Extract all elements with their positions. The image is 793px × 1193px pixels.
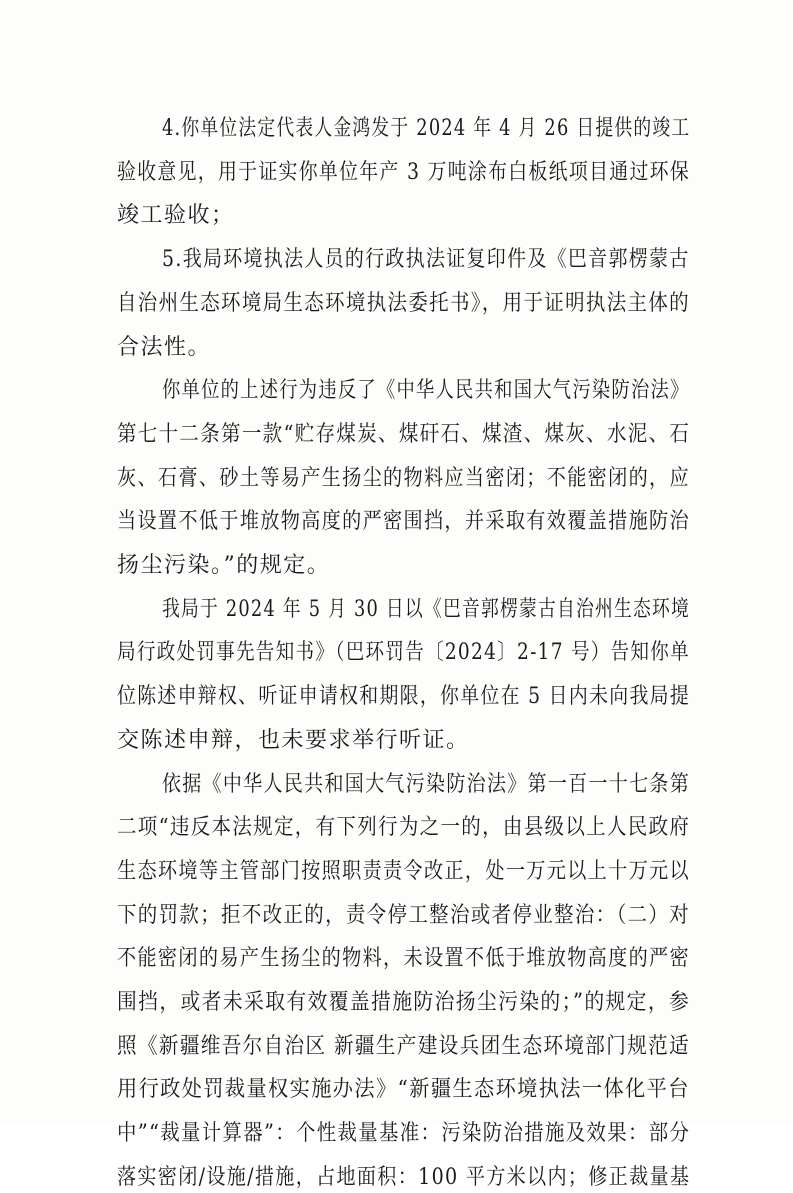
text-line: 合法性。 [117,334,212,360]
text-line: 二项“违反本法规定，有下列行为之一的，由县级以上人民政府 [117,815,691,841]
text-line: 你单位的上述行为违反了《中华人民共和国大气污染防治法》 [162,378,690,404]
text-line: 灰、石膏、砂土等易产生扬尘的物料应当密闭；不能密闭的，应 [117,465,690,491]
text-line: 扬尘污染。”的规定。 [117,553,331,578]
text-line: 验收意见，用于证实你单位年产 3 万吨涂布白板纸项目通过环保 [117,159,691,185]
text-line: 用行政处罚裁量权实施办法》“新疆生态环境执法一体化平台 [117,1077,690,1103]
text-line: 依据《中华人民共和国大气污染防治法》第一百一十七条第 [162,771,691,797]
text-line: 下的罚款；拒不改正的，责令停工整治或者停业整治：（二）对 [117,902,690,928]
text-line: 竣工验收； [117,203,235,229]
text-line: 位陈述申辩权、听证申请权和期限，你单位在 5 日内未向我局提 [117,684,691,710]
text-line: 不能密闭的易产生扬尘的物料，未设置不低于堆放物高度的严密 [117,946,690,972]
text-line: 当设置不低于堆放物高度的严密围挡，并采取有效覆盖措施防治 [117,509,690,535]
text-line: 5.我局环境执法人员的行政执法证复印件及《巴音郭楞蒙古 [162,247,690,273]
text-line: 交陈述申辩，也未要求举行听证。 [117,727,470,753]
text-line: 围挡，或者未采取有效覆盖措施防治扬尘污染的；”的规定，参 [117,990,691,1015]
text-line: 生态环境等主管部门按照职责责令改正，处一万元以上十万元以 [117,858,690,884]
text-line: 我局于 2024 年 5 月 30 日以《巴音郭楞蒙古自治州生态环境 [162,596,690,622]
text-line: 4.你单位法定代表人金鸿发于 2024 年 4 月 26 日提供的竣工 [162,116,691,141]
text-line: 中”“裁量计算器”：个性裁量基准：污染防治措施及效果：部分 [117,1121,691,1147]
text-line: 第七十二条第一款“贮存煤炭、煤矸石、煤渣、煤灰、水泥、石 [117,421,691,447]
text-line: 照《新疆维吾尔自治区 新疆生产建设兵团生态环境部门规范适 [117,1033,690,1059]
text-line: 自治州生态环境局生态环境执法委托书》，用于证明执法主体的 [117,290,690,316]
text-line: 落实密闭/设施/措施，占地面积：100 平方米以内；修正裁量基 [117,1164,691,1190]
text-line: 局行政处罚事先告知书》（巴环罚告〔2024〕2-17 号）告知你单 [117,640,690,666]
